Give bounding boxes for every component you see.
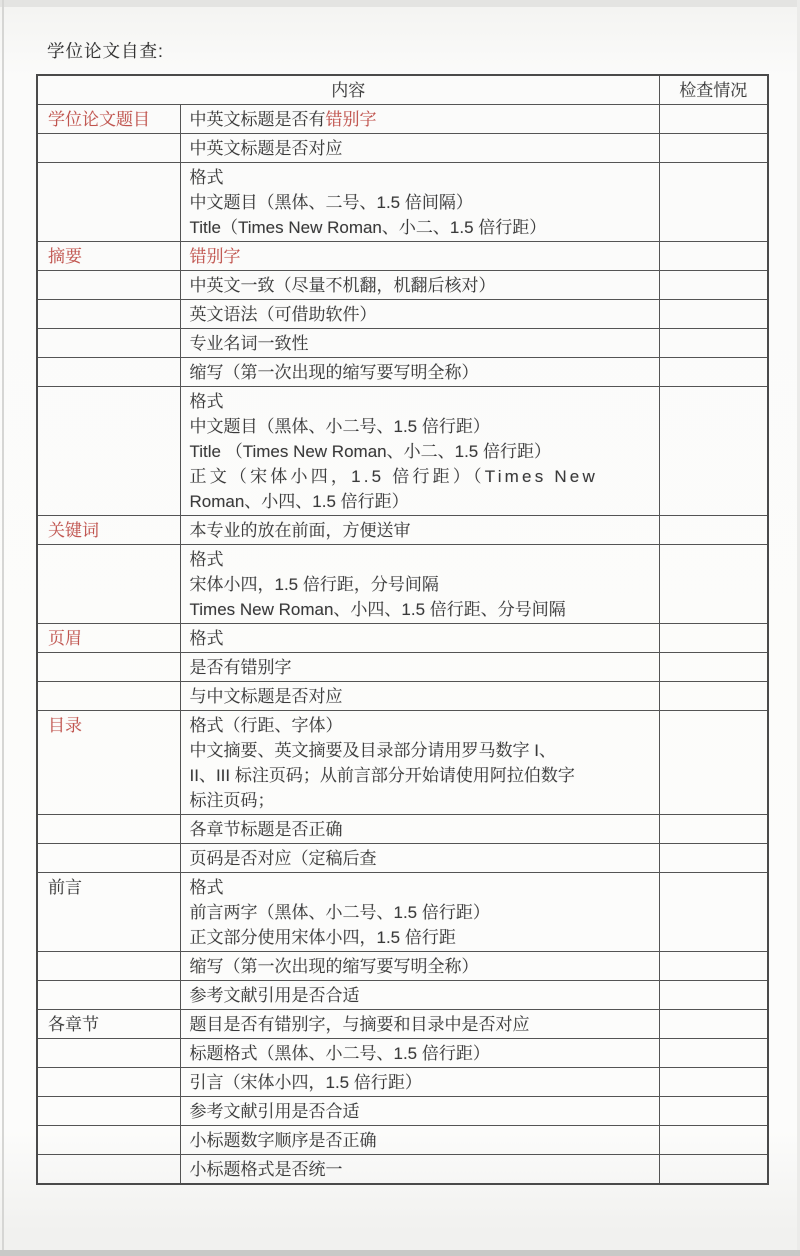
content-cell [180, 300, 659, 329]
status-cell [659, 711, 768, 815]
content-line [190, 107, 650, 132]
category-cell [37, 981, 180, 1010]
status-cell [659, 1097, 768, 1126]
content-line [190, 165, 650, 190]
category-cell [37, 358, 180, 387]
content-text: II、III 标注页码；从前言部分开始请使用阿拉伯数字 [189, 765, 575, 785]
table-row [37, 242, 768, 271]
category-cell: 各章节 [37, 1010, 180, 1039]
content-line [190, 817, 650, 842]
content-cell [180, 844, 659, 873]
category-cell [37, 1097, 180, 1126]
content-cell [180, 1068, 659, 1097]
content-cell [180, 873, 659, 952]
content-line [190, 626, 650, 651]
category-cell [37, 1039, 180, 1068]
content-text: 小标题数字顺序是否正确 [189, 1130, 377, 1150]
status-cell [659, 105, 768, 134]
status-cell [659, 163, 768, 242]
content-text: 小标题格式是否统一 [189, 1159, 343, 1179]
table-row [37, 1126, 768, 1155]
content-line [190, 788, 650, 813]
category-cell: 关键词 [37, 516, 180, 545]
status-cell [659, 624, 768, 653]
content-cell [180, 163, 659, 242]
content-text: 参考文献引用是否合适 [189, 985, 360, 1005]
content-line [190, 738, 650, 763]
content-cell [180, 815, 659, 844]
table-row [37, 1010, 768, 1039]
content-text: 是否有错别字 [189, 657, 292, 677]
content-text: 格式（行距、字体） [189, 715, 343, 735]
table-row [37, 1097, 768, 1126]
table-row [37, 624, 768, 653]
content-text: 中英文标题是否有 [189, 109, 326, 129]
content-line [190, 875, 650, 900]
page-title: 学位论文自查: [47, 41, 164, 61]
content-line [190, 900, 650, 925]
content-line [190, 439, 650, 464]
header-status-cell: 检查情况 [659, 75, 768, 105]
table-row [37, 134, 768, 163]
content-text: 格式 [189, 391, 224, 411]
content-cell [180, 134, 659, 163]
table-row [37, 1039, 768, 1068]
content-text: 参考文献引用是否合适 [189, 1101, 360, 1121]
content-cell [180, 1097, 659, 1126]
content-cell [180, 682, 659, 711]
content-text: 格式 [189, 628, 224, 648]
content-text: 缩写（第一次出现的缩写要写明全称） [189, 956, 479, 976]
content-text: 缩写（第一次出现的缩写要写明全称） [189, 362, 479, 382]
content-line [190, 1070, 650, 1095]
content-line [190, 1041, 650, 1066]
content-line [190, 983, 650, 1008]
status-cell [659, 1126, 768, 1155]
content-text: Roman、小四、1.5 倍行距） [189, 491, 409, 511]
table-row [37, 981, 768, 1010]
table-row [37, 163, 768, 242]
table-row [37, 516, 768, 545]
category-cell [37, 682, 180, 711]
content-line [190, 389, 650, 414]
table-header-row [37, 75, 768, 105]
content-cell [180, 545, 659, 624]
category-cell [37, 1068, 180, 1097]
content-cell [180, 358, 659, 387]
content-line [190, 846, 650, 871]
content-text: 中文题目（黑体、小二号、1.5 倍行距） [189, 416, 490, 436]
category-cell [37, 545, 180, 624]
content-text: 错别字 [189, 246, 241, 266]
photo-edge-top [0, 0, 800, 7]
status-cell [659, 1068, 768, 1097]
photo-edge-left [2, 0, 4, 1256]
content-line [190, 1012, 650, 1037]
content-cell [180, 271, 659, 300]
content-text: 页码是否对应（定稿后查 [189, 848, 377, 868]
category-cell [37, 300, 180, 329]
content-line [190, 684, 650, 709]
content-text: 中文摘要、英文摘要及目录部分请用罗马数字 I、 [189, 740, 556, 760]
content-text: 专业名词一致性 [189, 333, 309, 353]
content-text: 中英文标题是否对应 [189, 138, 343, 158]
self-check-table [36, 74, 769, 1185]
table-row [37, 873, 768, 952]
status-cell [659, 329, 768, 358]
content-line [190, 136, 650, 161]
status-cell [659, 358, 768, 387]
content-cell [180, 711, 659, 815]
status-cell [659, 952, 768, 981]
content-text: 格式 [189, 167, 224, 187]
table-row [37, 358, 768, 387]
status-cell [659, 1010, 768, 1039]
content-text: 各章节标题是否正确 [189, 819, 343, 839]
content-cell [180, 1010, 659, 1039]
category-cell: 目录 [37, 711, 180, 815]
content-text: 中文题目（黑体、二号、1.5 倍间隔） [189, 192, 473, 212]
content-cell [180, 952, 659, 981]
content-line [190, 302, 650, 327]
status-cell [659, 653, 768, 682]
category-cell [37, 271, 180, 300]
content-text: 中英文一致（尽量不机翻，机翻后核对） [189, 275, 496, 295]
content-text: 正文部分使用宋体小四，1.5 倍行距 [189, 927, 456, 947]
content-line [190, 925, 650, 950]
content-line [190, 244, 650, 269]
status-cell [659, 1039, 768, 1068]
status-cell [659, 242, 768, 271]
content-line [190, 464, 650, 489]
content-line [190, 518, 650, 543]
content-line [190, 763, 650, 788]
content-line [190, 655, 650, 680]
category-cell [37, 387, 180, 516]
status-cell [659, 516, 768, 545]
content-text: 宋体小四，1.5 倍行距，分号间隔 [189, 574, 439, 594]
content-text: 标注页码； [189, 790, 275, 810]
content-line [190, 273, 650, 298]
content-text: 本专业的放在前面，方便送审 [189, 520, 411, 540]
content-line [190, 597, 650, 622]
content-text: 英文语法（可借助软件） [189, 304, 377, 324]
content-text: 正文（宋体小四，1.5 倍行距）（Times New [189, 466, 598, 486]
content-line [190, 572, 650, 597]
content-line [190, 954, 650, 979]
category-cell [37, 844, 180, 873]
content-line [190, 1099, 650, 1124]
content-cell [180, 1126, 659, 1155]
table-row [37, 682, 768, 711]
category-cell: 摘要 [37, 242, 180, 271]
content-text: Times New Roman、小四、1.5 倍行距、分号间隔 [189, 599, 566, 619]
content-text: 标题格式（黑体、小二号、1.5 倍行距） [189, 1043, 490, 1063]
content-line [190, 331, 650, 356]
content-line [190, 489, 650, 514]
content-text: 格式 [189, 549, 224, 569]
category-cell: 学位论文题目 [37, 105, 180, 134]
content-cell [180, 329, 659, 358]
table-row [37, 300, 768, 329]
checklist-body [37, 105, 768, 1185]
table-row [37, 329, 768, 358]
table-row [37, 711, 768, 815]
content-text: Title（Times New Roman、小二、1.5 倍行距） [189, 217, 547, 237]
category-cell [37, 815, 180, 844]
content-line [190, 1157, 650, 1182]
status-cell [659, 545, 768, 624]
category-cell [37, 329, 180, 358]
content-line [190, 414, 650, 439]
table-row [37, 653, 768, 682]
table-row [37, 1155, 768, 1185]
content-text: 前言两字（黑体、小二号、1.5 倍行距） [189, 902, 490, 922]
category-cell [37, 952, 180, 981]
table-row [37, 545, 768, 624]
content-text: 与中文标题是否对应 [189, 686, 343, 706]
status-cell [659, 134, 768, 163]
table-row [37, 387, 768, 516]
table-row [37, 844, 768, 873]
content-cell [180, 1039, 659, 1068]
status-cell [659, 981, 768, 1010]
content-line [190, 1128, 650, 1153]
content-cell [180, 624, 659, 653]
category-cell [37, 1155, 180, 1185]
category-cell: 页眉 [37, 624, 180, 653]
content-line [190, 215, 650, 240]
content-line [190, 547, 650, 572]
content-text: 错别字 [325, 109, 377, 129]
status-cell [659, 682, 768, 711]
table-row [37, 271, 768, 300]
status-cell [659, 873, 768, 952]
content-cell [180, 1155, 659, 1185]
content-line [190, 360, 650, 385]
content-cell [180, 981, 659, 1010]
content-cell [180, 516, 659, 545]
content-cell [180, 387, 659, 516]
status-cell [659, 300, 768, 329]
category-cell [37, 163, 180, 242]
content-text: 引言（宋体小四，1.5 倍行距） [189, 1072, 422, 1092]
status-cell [659, 815, 768, 844]
category-cell [37, 1126, 180, 1155]
content-line [190, 190, 650, 215]
photo-edge-bottom [0, 1250, 800, 1256]
content-cell [180, 653, 659, 682]
status-cell [659, 1155, 768, 1185]
category-cell [37, 653, 180, 682]
content-cell [180, 105, 659, 134]
table-row [37, 815, 768, 844]
content-text: 题目是否有错别字，与摘要和目录中是否对应 [189, 1014, 530, 1034]
header-content-cell: 内容 [37, 75, 659, 105]
content-cell [180, 242, 659, 271]
table-row [37, 1068, 768, 1097]
table-row [37, 105, 768, 134]
category-cell [37, 134, 180, 163]
table-row [37, 952, 768, 981]
status-cell [659, 844, 768, 873]
status-cell [659, 387, 768, 516]
content-line [190, 713, 650, 738]
status-cell [659, 271, 768, 300]
content-text: Title （Times New Roman、小二、1.5 倍行距） [189, 441, 551, 461]
category-cell: 前言 [37, 873, 180, 952]
content-text: 格式 [189, 877, 224, 897]
